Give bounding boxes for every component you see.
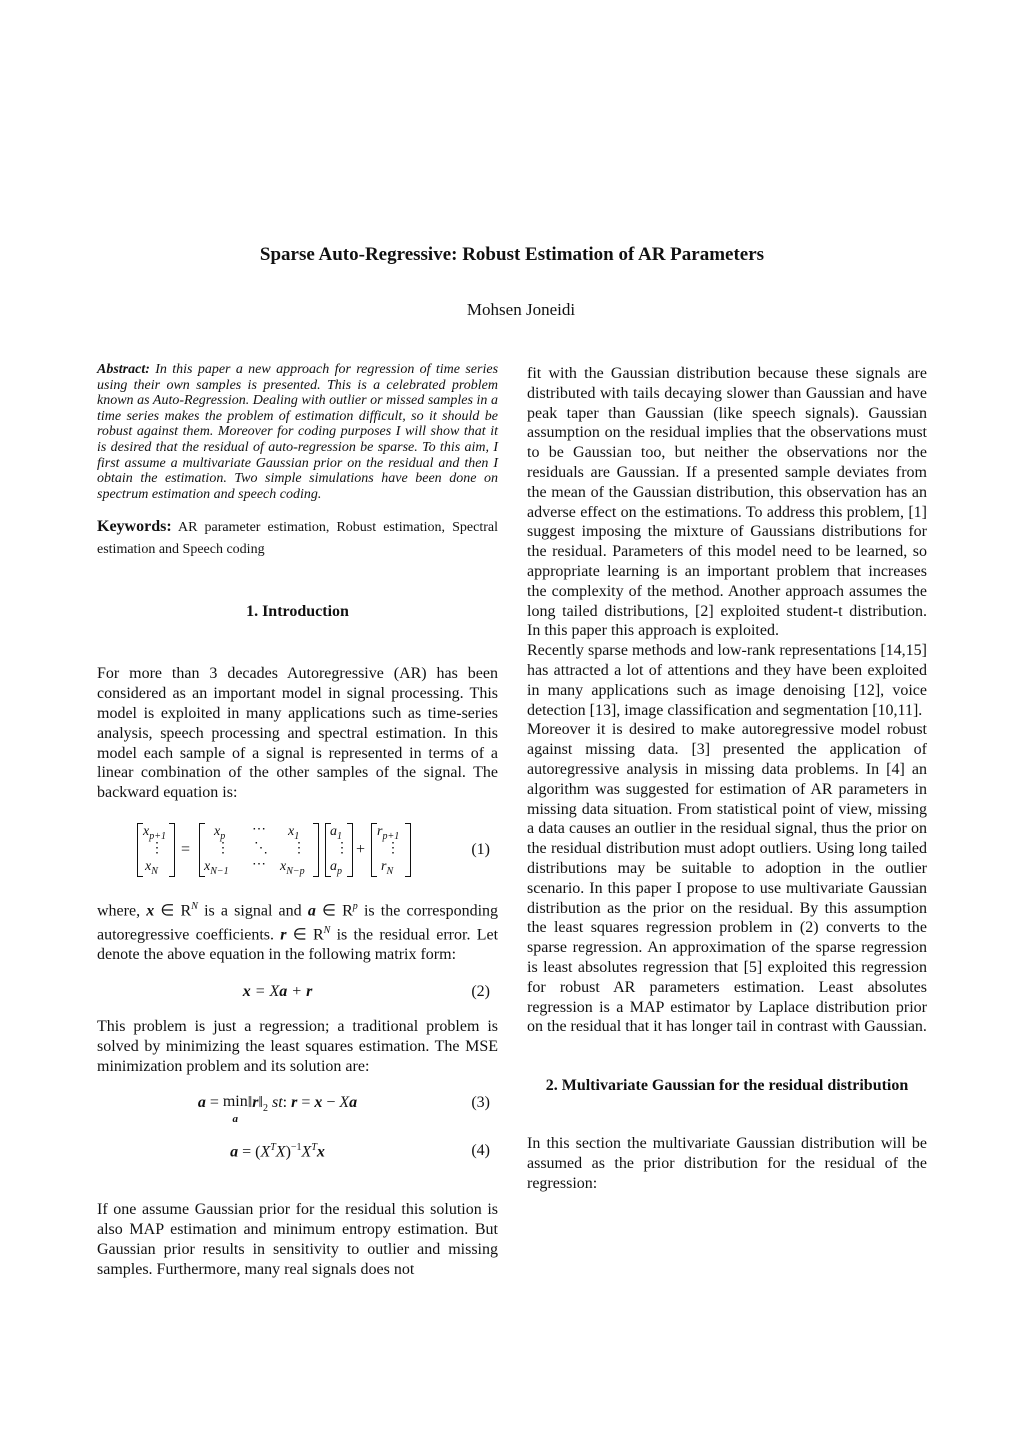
intro-paragraph-1: For more than 3 decades Autoregressive (AR) has been considered as an important model in signal processing. This model is exploited in many applications such as time-series analysis, speech processing and spectral estimation. In this model each sample of a signal is represented in terms of a linear combination of the other samples of the signal. The backward equation is: — [97, 665, 498, 802]
right-paragraph-4: In this section the multivariate Gaussian distribution will be assumed as the prior distribution for the residual of the regression: — [527, 1135, 927, 1192]
author-name: Mohsen Joneidi — [466, 300, 576, 319]
equation-3 — [97, 1094, 498, 1142]
abstract-text: In this paper a new approach for regression of time series using their own samples is presented. This is a celebrated problem known as Auto-Regression. Dealing with outlier or missed samples in a time series makes the problem of estimation difficult, so it should be robust against them. Moreover for coding purposes I will show that it is desired that the residual of auto-regression be sparse. To this aim, I first assume a multivariate Gaussian prior on the residual and then I obtain the estimation. Two simple simulations have been done on spectrum estimation and speech coding. — [97, 362, 499, 502]
equation-4-body: $a = (X^TX)^{-1}X^Tx$ — [230, 1142, 325, 1161]
right-paragraph-3: Moreover it is desired to make autoregressive model robust against missing data. [3] presented the application of autoregressive analysis in missing data problems. In [4] an algorithm was suggested for estimation of AR parameters in missing data situation. From statistical point of view, missing a data causes an outlier in the residual signal, thus the prior on the residual distribution must adopt outliers. Using long tailed distributions may be suitable to adoption in the outlier scenario. In this paper I propose to use multivariate Gaussian distribution as the prior on the residual. By this assumption the least squares regression problem in (2) converts to the sparse regression. An approximation of the sparse regression is least absolutes regression that [5] exploited this regression for robust AR parameters estimation. Least absolutes regression is a MAP estimator by Laplace distribution prior on the residual that it has longer tail in contrast with Gaussian. — [527, 721, 927, 1036]
left-column — [97, 362, 498, 1280]
intro-paragraph-4: If one assume Gaussian prior for the residual this solution is also MAP estimation and minimum entropy estimation. But Gaussian prior results in sensitivity to outlier and missing samples. Furthermore, many real signals does not — [97, 1201, 498, 1278]
equation-4-number: (4) — [471, 1142, 490, 1160]
equation-2-body: x = Xa + r — [242, 982, 313, 1000]
abstract — [97, 362, 498, 502]
right-paragraph-2: Recently sparse methods and low-rank representations [14,15] has attracted a lot of attentions and they have been exploited in many applications such as image denoising [12], voice detection [13], image classification and segmentation [10,11]. — [527, 642, 927, 719]
equals-sign: = — [181, 840, 191, 858]
keywords-text: AR parameter estimation, Robust estimation, Spectral estimation and Speech coding — [97, 520, 498, 558]
equation-3-number: (3) — [471, 1094, 490, 1112]
intro-paragraph-3: This problem is just a regression; a traditional problem is solved by minimizing the least squares estimation. The MSE minimization problem and its solution are: — [97, 1017, 498, 1075]
section-1-heading: 1. Introduction — [246, 603, 349, 621]
equation-2 — [97, 983, 498, 1013]
right-paragraph-1: fit with the Gaussian distribution because these signals are distributed with tails decaying slower than Gaussian and have peak taper than Gaussian (like speech signals). Gaussian assumption on the residual implies that the observations must to be Gaussian too, but neither the observations nor the residuals are Gaussian. If a presented sample deviates from the mean of the Gaussian distribution, this observation has an adverse effect on the estimations. To address this problem, [1] suggest imposing the mixture of Gaussians distributions for the residual. Parameters of this model need to be learned, so appropriate learning is an important problem that increases the complexity of the method. Another approach assumes the long tailed distributions, [2] exploited student-t distribution. In this paper this approach is exploited. — [527, 365, 927, 640]
equation-1-number: (1) — [471, 840, 490, 858]
matrix-X: $x_p$ ⋯ $x_1$ ⋮ ⋱ ⋮ $x_{N-1}$ ⋯ $x_{N-p}$ — [199, 823, 319, 877]
right-column — [527, 362, 927, 1193]
matrix-r-vector: $r_{p+1}$ ⋮ $r_N$ — [371, 823, 411, 877]
abstract-label: Abstract: — [97, 362, 150, 377]
plus-sign: + — [356, 840, 366, 858]
paper-title: Sparse Auto-Regressive: Robust Estimation of AR Parameters — [259, 244, 765, 265]
equation-3-body: a = min $a‖r‖_2$ st: r = x − Xa — [197, 1093, 358, 1126]
keywords-label: Keywords: — [97, 518, 172, 536]
matrix-a-vector: $a_1$ ⋮ $a_p$ — [325, 823, 353, 877]
keywords — [97, 516, 498, 561]
equation-1 — [97, 823, 498, 885]
equation-2-number: (2) — [471, 982, 490, 1000]
matrix-x-vector: $x_{p+1}$ ⋮ $x_N$ — [137, 823, 175, 877]
section-2-heading: 2. Multivariate Gaussian for the residual distribution — [545, 1077, 909, 1095]
equation-4 — [97, 1142, 498, 1172]
intro-paragraph-2: where, x ∈ $R^N$ is a signal and a ∈ $R^p$ is the corresponding autoregressive coefficients. r ∈ $R^N$ is the residual error. Let denote the above equation in the following matrix form: — [97, 900, 499, 964]
